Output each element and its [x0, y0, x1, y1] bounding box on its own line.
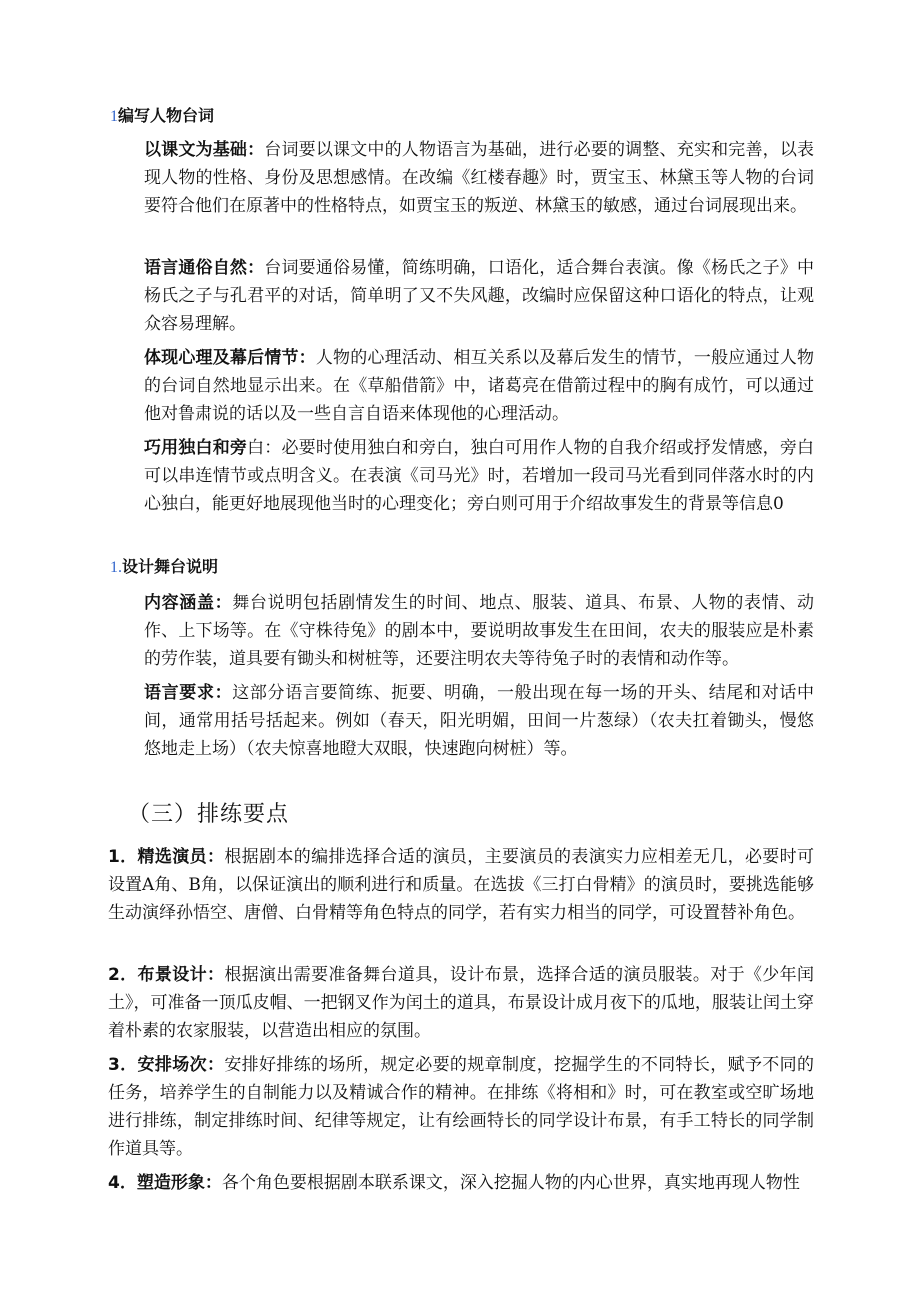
- item-label: 安排场次：: [137, 1055, 225, 1075]
- item-label: 巧用独白和旁: [144, 438, 248, 458]
- paragraph-item: [144, 589, 814, 673]
- section-title-rehearsal: （三）排练要点: [128, 802, 290, 827]
- item-number: 1．: [108, 847, 138, 867]
- numbered-item: [108, 1169, 814, 1197]
- item-label: 精选演员：: [137, 847, 225, 867]
- item-label: 以课文为基础：: [144, 140, 265, 160]
- paragraph-item: [144, 434, 814, 518]
- item-text: 这部分语言要简练、扼要、明确，一般出现在每一场的开头、结尾和对话中间，通常用括号括起来。例如（春天，阳光明媚，田间一片葱绿）（农夫扛着锄头，慢悠悠地走上场）（农夫惊喜地瞪大双眼，快速跑向树桩）等。: [144, 683, 815, 759]
- paragraph-item: [144, 679, 814, 763]
- heading-number: 1: [110, 108, 118, 125]
- item-label: 体现心理及幕后情节：: [144, 348, 316, 368]
- heading-text: 设计舞台说明: [122, 557, 219, 576]
- heading-stage-directions: [110, 557, 218, 578]
- numbered-item: [108, 843, 814, 927]
- item-text: 人物的心理活动、相互关系以及幕后发生的情节，一般应通过人物的台词自然地显示出来。在《草船借箭》中，诸葛亮在借箭过程中的胸有成竹，可以通过他对鲁肃说的话以及一些自言自语来体现他的心理活动。: [144, 348, 815, 424]
- heading-text: 编写人物台词: [118, 106, 215, 125]
- item-text: 根据剧本的编排选择合适的演员，主要演员的表演实力应相差无几，必要时可设置A角、B角，以保证演出的顺利进行和质量。在选拔《三打白骨精》的演员时，要挑选能够生动演绎孙悟空、唐僧、白骨精等角色特点的同学，若有实力相当的同学，可设置替补角色。: [108, 847, 815, 923]
- item-label: 塑造形象：: [136, 1173, 222, 1193]
- heading-write-dialogue: [110, 106, 214, 127]
- paragraph-item: [144, 136, 814, 220]
- item-text: 台词要通俗易懂，简练明确，口语化，适合舞台表演。像《杨氏之子》中杨氏之子与孔君平的对话，简单明了又不失风趣，改编时应保留这种口语化的特点，让观众容易理解。: [144, 258, 815, 334]
- paragraph-item: [144, 344, 814, 428]
- heading-number: 1.: [110, 559, 122, 576]
- item-text: 白：必要时使用独白和旁白，独白可用作人物的自我介绍或抒发情感，旁白可以串连情节或点明含义。在表演《司马光》时，若增加一段司马光看到同伴落水时的内心独白，能更好地展现他当时的心理变化；旁白则可用于介绍故事发生的背景等信息0: [144, 438, 815, 514]
- item-text: 根据演出需要准备舞台道具，设计布景，选择合适的演员服装。对于《少年闰土》，可准备一顶瓜皮帽、一把钢叉作为闰土的道具，布景设计成月夜下的瓜地，服装让闰土穿着朴素的农家服装，以营造出相应的氛围。: [108, 965, 815, 1041]
- item-text: 舞台说明包括剧情发生的时间、地点、服装、道具、布景、人物的表情、动作、上下场等。在《守株待兔》的剧本中，要说明故事发生在田间，农夫的服装应是朴素的劳作装，道具要有锄头和树桩等，还要注明农夫等待兔子时的表情和动作等。: [144, 593, 815, 669]
- item-number: 3．: [108, 1055, 138, 1075]
- item-label: 内容涵盖：: [144, 593, 233, 613]
- item-text: 安排好排练的场所，规定必要的规章制度，挖掘学生的不同特长，赋予不同的任务，培养学生的自制能力以及精诚合作的精神。在排练《将相和》时，可在教室或空旷场地进行排练，制定排练时间、纪律等规定，让有绘画特长的同学设计布景，有手工特长的同学制作道具等。: [108, 1055, 815, 1159]
- item-text: 各个角色要根据剧本联系课文，深入挖掘人物的内心世界，真实地再现人物性: [221, 1173, 800, 1193]
- numbered-item: [108, 1051, 814, 1163]
- numbered-item: [108, 961, 814, 1045]
- item-number: 4．: [108, 1173, 137, 1193]
- item-number: 2．: [108, 965, 138, 985]
- item-label: 语言通俗自然：: [144, 258, 265, 278]
- item-label: 布景设计：: [137, 965, 225, 985]
- item-text: 台词要以课文中的人物语言为基础，进行必要的调整、充实和完善，以表现人物的性格、身份及思想感情。在改编《红楼春趣》时，贾宝玉、林黛玉等人物的台词要符合他们在原著中的性格特点，如贾宝玉的叛逆、林黛玉的敏感，通过台词展现出来。: [144, 140, 815, 216]
- item-label: 语言要求：: [144, 683, 233, 703]
- paragraph-item: [144, 254, 814, 338]
